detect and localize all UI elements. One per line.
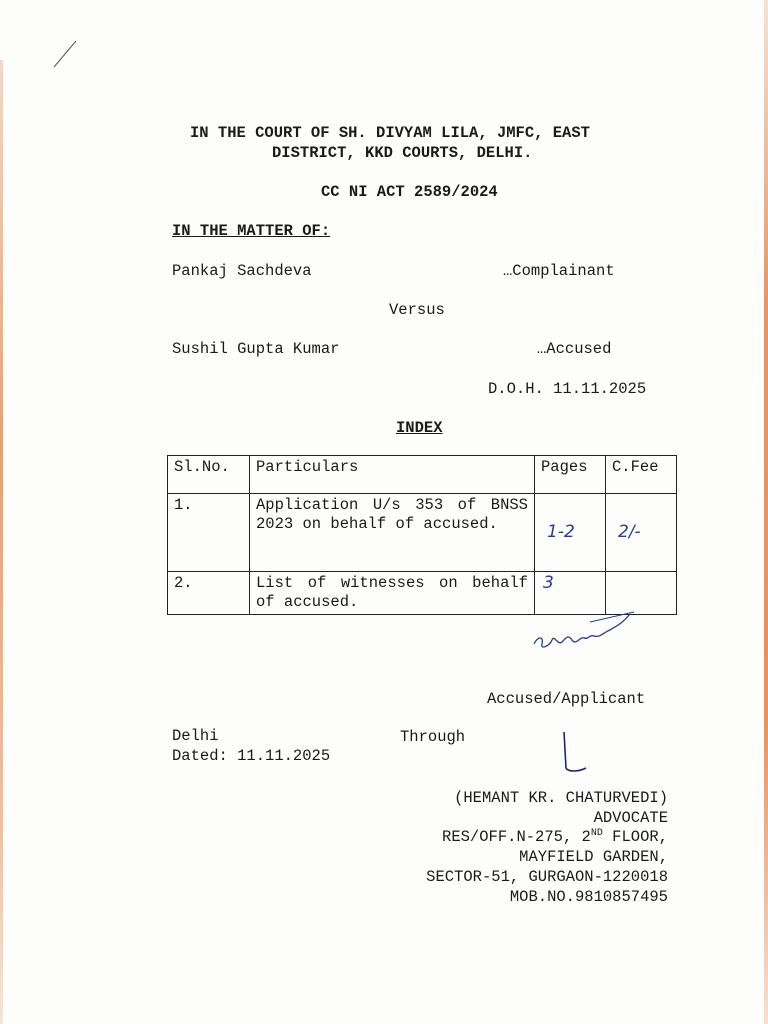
advocate-mobile: MOB.NO.9810857495	[509, 888, 668, 906]
header-cfee: C.Fee	[606, 456, 677, 494]
table-row	[168, 494, 677, 572]
row2-pages: 3	[535, 572, 606, 615]
dated: Dated: 11.11.2025	[172, 747, 331, 765]
row1-slno: 1.	[168, 494, 250, 572]
index-heading: INDEX	[396, 419, 443, 437]
index-header-row	[168, 456, 677, 494]
place: Delhi	[172, 727, 219, 745]
complainant-role: …Complainant	[503, 262, 615, 280]
through-label: Through	[400, 728, 466, 746]
row2-particulars: List of witnesses on behalf of accused.	[250, 572, 535, 615]
accused-role: …Accused	[537, 340, 612, 358]
row1-pages: 1-2	[535, 494, 606, 572]
advocate-name: (HEMANT KR. CHATURVEDI)	[454, 789, 668, 807]
date-of-hearing: D.O.H. 11.11.2025	[488, 380, 647, 398]
header-pages: Pages	[535, 456, 606, 494]
accused-name: Sushil Gupta Kumar	[172, 340, 340, 358]
case-number: CC NI ACT 2589/2024	[321, 183, 498, 201]
header-particulars: Particulars	[250, 456, 535, 494]
matter-heading: IN THE MATTER OF:	[172, 222, 331, 240]
row2-slno: 2.	[168, 572, 250, 615]
advocate-title: ADVOCATE	[593, 809, 668, 827]
pen-mark-icon	[50, 38, 80, 70]
complainant-name: Pankaj Sachdeva	[172, 262, 312, 280]
court-heading-line1: IN THE COURT OF SH. DIVYAM LILA, JMFC, EAST	[190, 124, 590, 142]
index-table	[167, 455, 677, 615]
court-heading-line2: DISTRICT, KKD COURTS, DELHI.	[272, 144, 533, 162]
advocate-address-line3: SECTOR-51, GURGAON-1220018	[426, 868, 668, 886]
signature-icon	[530, 606, 640, 654]
scan-edge-left	[0, 60, 3, 1024]
advocate-signature-icon	[556, 728, 596, 778]
advocate-address-line2: MAYFIELD GARDEN,	[519, 848, 668, 866]
versus-label: Versus	[389, 301, 445, 319]
row1-particulars: Application U/s 353 of BNSS 2023 on behalf of accused.	[250, 494, 535, 572]
scan-edge-right	[764, 0, 768, 1024]
row1-fee: 2/-	[606, 494, 677, 572]
advocate-address-line1: RES/OFF.N-275, 2ND FLOOR,	[442, 828, 668, 847]
header-slno: Sl.No.	[168, 456, 250, 494]
signatory-role: Accused/Applicant	[487, 690, 646, 708]
